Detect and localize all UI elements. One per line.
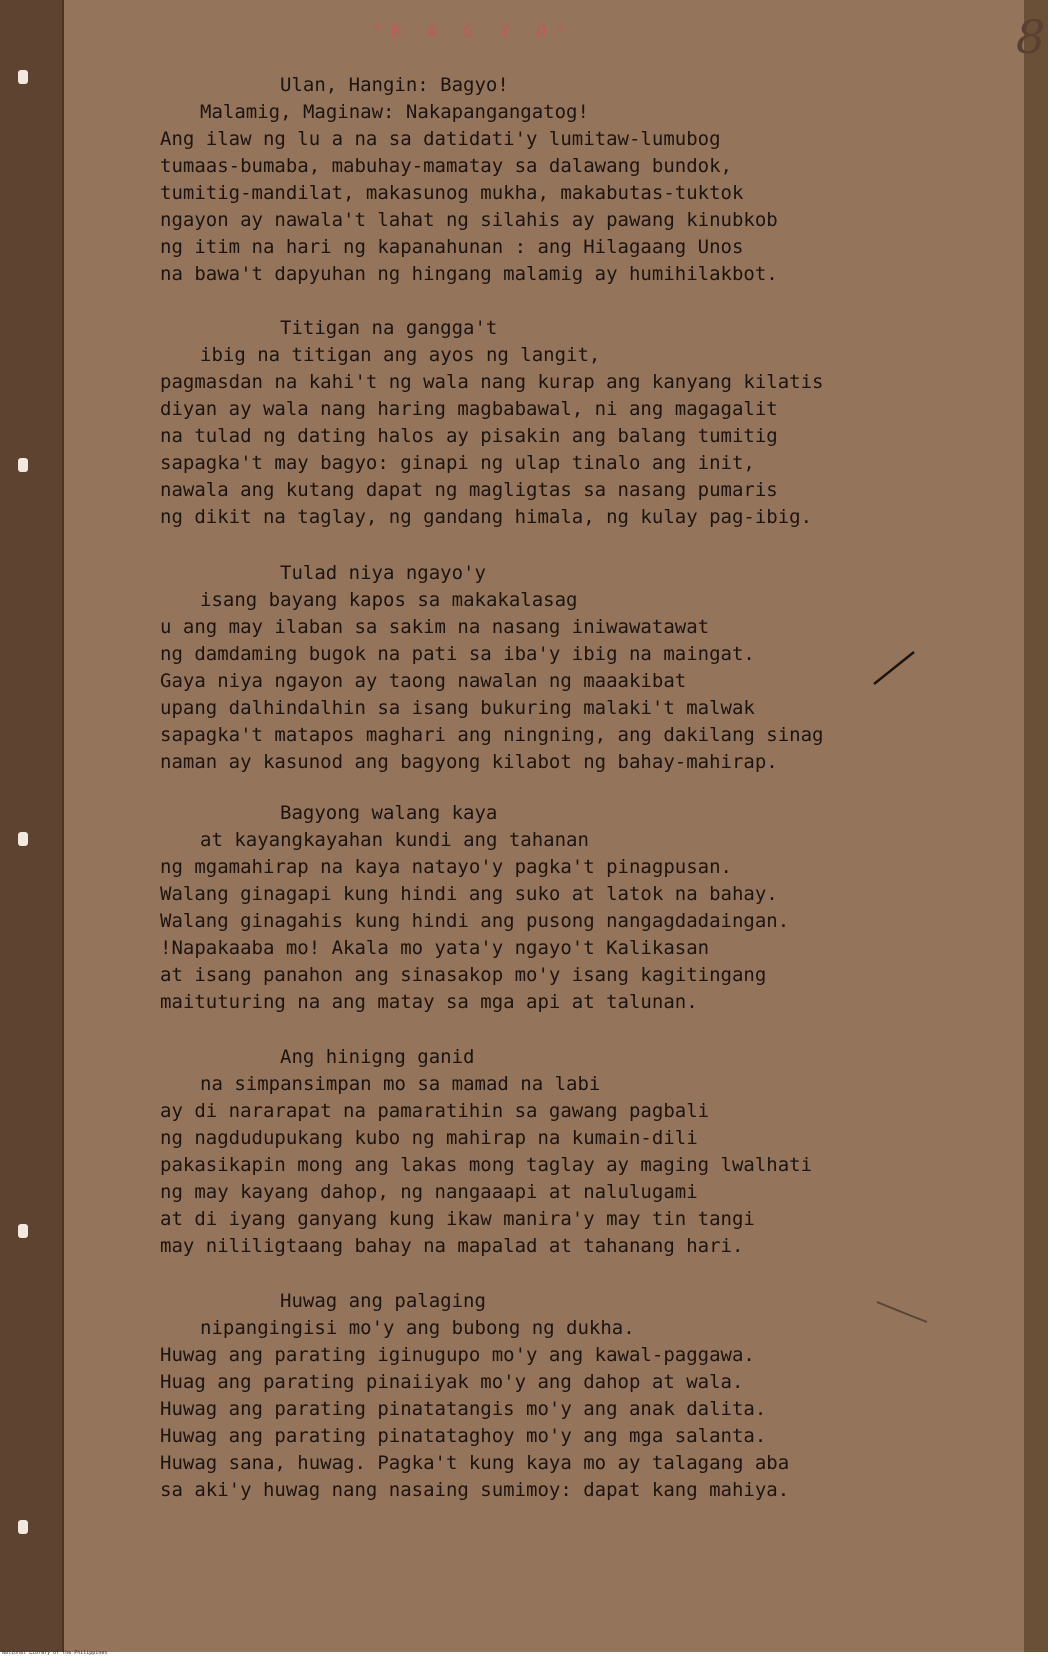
- stanza-line: sa aki'y huwag nang nasaing sumimoy: dapat kang mahiya.: [160, 1479, 790, 1501]
- stanza-line: naman ay kasunod ang bagyong kilabot ng bahay-mahirap.: [160, 751, 778, 773]
- stanza-line: ng nagdudupukang kubo ng mahirap na kumain-dili: [160, 1127, 698, 1149]
- stanza-line: pakasikapin mong ang lakas mong taglay ay maging lwalhati: [160, 1154, 813, 1176]
- stanza-line: Huwag ang parating pinatataghoy mo'y ang mga salanta.: [160, 1425, 767, 1447]
- stanza-line: may nililigtaang bahay na mapalad at tahanang hari.: [160, 1235, 744, 1257]
- stanza-line: Bagyong walang kaya: [280, 802, 498, 824]
- stanza-line: ng may kayang dahop, ng nangaaapi at nalulugami: [160, 1181, 698, 1203]
- stanza-line: sapagka't matapos maghari ang ningning, ang dakilang sinag: [160, 724, 824, 746]
- stanza-line: na bawa't dapyuhan ng hingang malamig ay humihilakbot.: [160, 263, 778, 285]
- stanza-line: Huwag ang parating iginugupo mo'y ang kawal-paggawa.: [160, 1344, 755, 1366]
- binding-hole: [18, 458, 28, 472]
- stanza-line: nawala ang kutang dapat ng magligtas sa nasang pumaris: [160, 479, 778, 501]
- stanza-line: Huag ang parating pinaiiyak mo'y ang dahop at wala.: [160, 1371, 744, 1393]
- stanza-line: ibig na titigan ang ayos ng langit,: [200, 344, 601, 366]
- binding-hole: [18, 1520, 28, 1534]
- poem-title: "B A G Y O": [372, 22, 573, 42]
- stanza-3: [160, 560, 823, 776]
- stanza-line: Huwag sana, huwag. Pagka't kung kaya mo ay talagang aba: [160, 1452, 790, 1474]
- stanza-line: isang bayang kapos sa makakalasag: [200, 589, 578, 611]
- binding-hole: [18, 70, 28, 84]
- stanza-4: [160, 800, 789, 1016]
- stanza-line: Huwag ang palaging: [280, 1290, 486, 1312]
- stanza-line: !Napakaaba mo! Akala mo yata'y ngayo't Kalikasan: [160, 937, 710, 959]
- stanza-line: tumitig-mandilat, makasunog mukha, makabutas-tuktok: [160, 182, 744, 204]
- stanza-line: Titigan na gangga't: [280, 317, 498, 339]
- stanza-line: at kayangkayahan kundi ang tahanan: [200, 829, 589, 851]
- stanza-line: maituturing na ang matay sa mga api at talunan.: [160, 991, 698, 1013]
- stanza-line: ay di nararapat na pamaratihin sa gawang pagbali: [160, 1100, 710, 1122]
- stanza-6: [160, 1288, 789, 1504]
- stanza-line: sapagka't may bagyo: ginapi ng ulap tinalo ang init,: [160, 452, 755, 474]
- stanza-line: Tulad niya ngayo'y: [280, 562, 486, 584]
- stanza-2: [160, 315, 823, 531]
- binding-edge: [0, 0, 64, 1652]
- stanza-line: Walang ginagapi kung hindi ang suko at latok na bahay.: [160, 883, 778, 905]
- stanza-line: diyan ay wala nang haring magbabawal, ni ang magagalit: [160, 398, 778, 420]
- binding-hole: [18, 1224, 28, 1238]
- page-edge: [1024, 0, 1048, 1652]
- pen-check-mark-icon: [870, 648, 918, 688]
- stanza-line: Malamig, Maginaw: Nakapangangatog!: [200, 101, 589, 123]
- stanza-line: na simpansimpan mo sa mamad na labi: [200, 1073, 601, 1095]
- stanza-line: ng dikit na taglay, ng gandang himala, ng kulay pag-ibig.: [160, 506, 813, 528]
- pencil-stroke-icon: [875, 1298, 929, 1324]
- footer-bar: [0, 1652, 1048, 1658]
- source-credit: National Library of the Philippines: [2, 1650, 108, 1656]
- stanza-line: ng mgamahirap na kaya natayo'y pagka't pinagpusan.: [160, 856, 732, 878]
- page-number: 8: [1016, 10, 1046, 64]
- stanza-line: u ang may ilaban sa sakim na nasang iniwawatawat: [160, 616, 710, 638]
- stanza-5: [160, 1044, 812, 1260]
- stanza-line: Ang ilaw ng lu a na sa datidati'y lumitaw-lumubog: [160, 128, 721, 150]
- stanza-line: Huwag ang parating pinatatangis mo'y ang anak dalita.: [160, 1398, 767, 1420]
- stanza-line: ng damdaming bugok na pati sa iba'y ibig na maingat.: [160, 643, 755, 665]
- stanza-line: upang dalhindalhin sa isang bukuring malaki't malwak: [160, 697, 755, 719]
- stanza-line: Ulan, Hangin: Bagyo!: [280, 74, 509, 96]
- stanza-line: Walang ginagahis kung hindi ang pusong nangagdadaingan.: [160, 910, 790, 932]
- stanza-line: na tulad ng dating halos ay pisakin ang balang tumitig: [160, 425, 778, 447]
- stanza-line: pagmasdan na kahi't ng wala nang kurap ang kanyang kilatis: [160, 371, 824, 393]
- stanza-line: at isang panahon ang sinasakop mo'y isang kagitingang: [160, 964, 767, 986]
- stanza-line: nipangingisi mo'y ang bubong ng dukha.: [200, 1317, 635, 1339]
- stanza-line: tumaas-bumaba, mabuhay-mamatay sa dalawang bundok,: [160, 155, 732, 177]
- stanza-line: Gaya niya ngayon ay taong nawalan ng maaakibat: [160, 670, 687, 692]
- binding-hole: [18, 832, 28, 846]
- stanza-line: ngayon ay nawala't lahat ng silahis ay pawang kinubkob: [160, 209, 778, 231]
- stanza-line: Ang hinigng ganid: [280, 1046, 475, 1068]
- stanza-line: ng itim na hari ng kapanahunan : ang Hilagaang Unos: [160, 236, 744, 258]
- stanza-1: [160, 72, 778, 288]
- stanza-line: at di iyang ganyang kung ikaw manira'y may tin tangi: [160, 1208, 755, 1230]
